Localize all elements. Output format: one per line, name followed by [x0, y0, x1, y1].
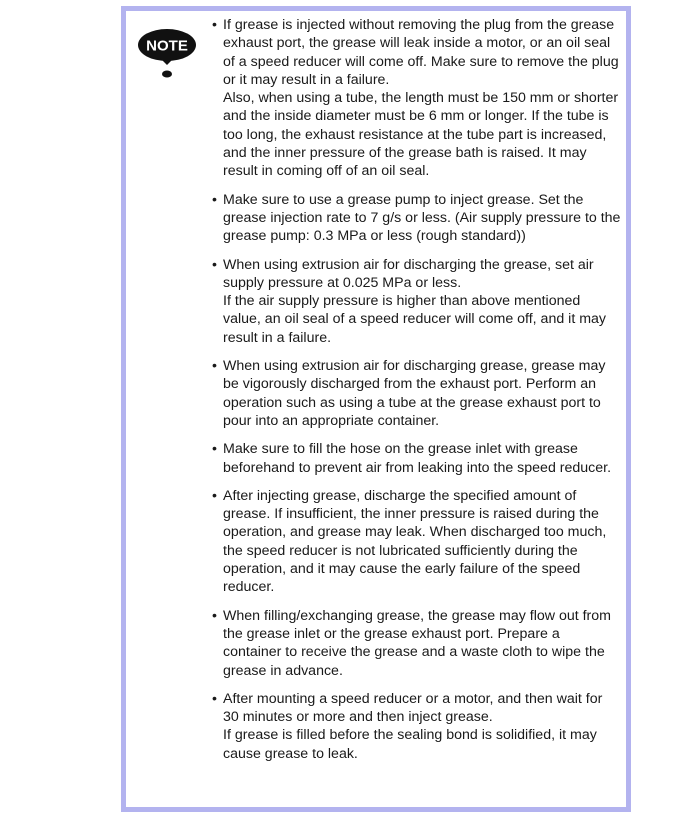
bullet-icon: •	[212, 690, 217, 707]
bullet-icon: •	[212, 607, 217, 624]
bullet-icon: •	[212, 256, 217, 273]
note-item	[212, 256, 622, 347]
note-item	[212, 607, 622, 680]
note-paragraph: If grease is injected without removing the plug from the grease exhaust port, the grease will leak inside a motor, or an oil seal of a speed reducer will come off. Make sure to remove the plug or it may result in a failure.	[223, 17, 619, 88]
note-icon	[137, 25, 197, 81]
note-item	[212, 357, 622, 430]
note-box	[121, 6, 631, 812]
note-paragraph: When filling/exchanging grease, the grease may flow out from the grease inlet or the grease exhaust port. Prepare a container to receive the grease and a waste cloth to wipe the grease in advance.	[223, 607, 611, 679]
note-paragraph: After mounting a speed reducer or a motor, and then wait for 30 minutes or more and then inject grease.	[223, 690, 603, 726]
note-item	[212, 191, 622, 246]
note-paragraph: If the air supply pressure is higher than above mentioned value, an oil seal of a speed reducer will come off, and it may result in a failure.	[223, 293, 607, 346]
bullet-icon: •	[212, 441, 217, 458]
note-paragraph: Make sure to fill the hose on the grease inlet with grease beforehand to prevent air from leaking into the speed reducer.	[223, 441, 612, 476]
bullet-icon: •	[212, 17, 217, 33]
note-paragraph: After injecting grease, discharge the specified amount of grease. If insufficient, the inner pressure is raised during the operation, and grease may leak. When discharged too much, the speed reducer is not lubricated sufficiently during the operation, and it may cause the early failure of the speed reducer.	[223, 487, 607, 596]
note-paragraph: If grease is filled before the sealing bond is solidified, it may cause grease to leak.	[223, 727, 597, 762]
note-list	[212, 16, 622, 773]
note-paragraph: Also, when using a tube, the length must be 150 mm or shorter and the inside diameter must be 6 mm or longer. If the tube is too long, the exhaust resistance at the tube part is increased, and the inner pressure of the grease bath is raised. It may result in coming off of an oil seal.	[223, 90, 619, 180]
note-paragraph: Make sure to use a grease pump to inject grease. Set the grease injection rate to 7 g/s or less. (Air supply pressure to the grease pump: 0.3 MPa or less (rough standard))	[223, 191, 621, 245]
note-item	[212, 690, 622, 763]
bullet-icon: •	[212, 358, 217, 375]
note-item	[212, 487, 622, 597]
note-paragraph: When using extrusion air for discharging grease, grease may be vigorously discharged from the exhaust port. Perform an operation such as using a tube at the grease exhaust port to pour into an appropriate container.	[223, 358, 606, 429]
note-item	[212, 440, 622, 477]
bullet-icon: •	[212, 191, 217, 208]
note-item	[212, 16, 622, 181]
bullet-icon: •	[212, 487, 217, 504]
note-icon-label: NOTE	[146, 37, 188, 55]
note-paragraph: When using extrusion air for discharging the grease, set air supply pressure at 0.025 MPa or less.	[223, 256, 594, 291]
